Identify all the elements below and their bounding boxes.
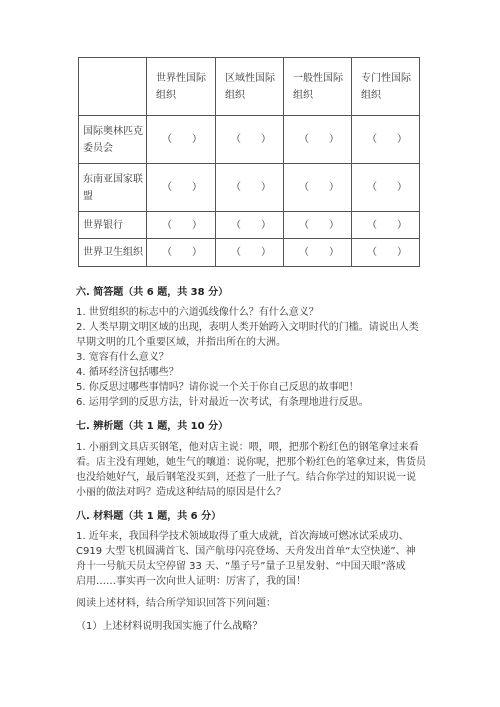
header-line: 专门性国际 xyxy=(361,72,411,84)
answer-blank[interactable]: （ ） xyxy=(284,212,352,239)
question-line: 5. 你反思过哪些事情吗？请你说一个关于你自己反思的故事吧！ xyxy=(76,382,359,393)
reading-prompt: 阅读上述材料，结合所学知识回答下列问题： xyxy=(76,598,276,609)
organization-classification-table xyxy=(78,57,420,267)
question-line: 启用……事实再一次向世人证明：厉害了，我的国！ xyxy=(76,576,306,587)
answer-blank[interactable]: （ ） xyxy=(352,164,420,212)
table-row xyxy=(79,239,420,267)
answer-blank[interactable]: （ ） xyxy=(147,239,216,267)
answer-blank[interactable]: （ ） xyxy=(352,212,420,239)
question-line: 4. 循环经济包括哪些？ xyxy=(76,367,179,378)
header-general-org xyxy=(284,58,352,116)
question-line: 1. 小丽到文具店买钢笔，他对店主说：喂，喂，把那个粉红色的钢笔拿过来看 xyxy=(76,442,419,453)
question-line: 早期文明的几个重要区域，并指出所在的大洲。 xyxy=(76,337,286,348)
answer-blank[interactable]: （ ） xyxy=(284,116,352,164)
answer-blank[interactable]: （ ） xyxy=(352,116,420,164)
header-special-org xyxy=(352,58,420,116)
header-line: 一般性国际 xyxy=(293,72,343,84)
question-line: 6. 运用学到的反思方法，针对最近一次考试，有条理地进行反思。 xyxy=(76,397,369,408)
question-line: 舟十一号航天员太空停留 33 天、“墨子号”量子卫星发射、“中国天眼”落成 xyxy=(76,561,406,572)
question-line: 2. 人类早期文明区域的出现，表明人类开始跨入文明时代的门槛。请说出人类 xyxy=(76,322,419,333)
table-row xyxy=(79,164,420,212)
answer-blank[interactable]: （ ） xyxy=(147,116,216,164)
section-analysis-title: 七. 辨析题（共 1 题，共 10 分） xyxy=(76,421,229,432)
sub-question: （1）上述材料说明我国实施了什么战略？ xyxy=(76,621,263,632)
question-line: 1. 近年来，我国科学技术领域取得了重大成就，首次海域可燃冰试采成功、 xyxy=(76,531,409,542)
question-line: 小丽的做法对吗？造成这种结局的原因是什么？ xyxy=(76,487,286,498)
table-row xyxy=(79,116,420,164)
row-label: 东南亚国家联 盟 xyxy=(79,164,147,212)
answer-blank[interactable]: （ ） xyxy=(216,164,284,212)
header-line: 区域性国际 xyxy=(225,72,275,84)
answer-blank[interactable]: （ ） xyxy=(147,164,216,212)
row-label: 世界卫生组织 xyxy=(79,239,147,267)
header-world-org xyxy=(147,58,216,116)
row-label: 国际奥林匹克 委员会 xyxy=(79,116,147,164)
section-material-title: 八. 材料题（共 1 题，共 6 分） xyxy=(76,511,222,522)
question-line: 1. 世贸组织的标志中的六道弧线像什么？有什么意义？ xyxy=(76,307,319,318)
answer-blank[interactable]: （ ） xyxy=(284,164,352,212)
question-line: 3. 宽容有什么意义？ xyxy=(76,352,169,363)
section-short-answer-title: 六. 简答题（共 6 题，共 38 分） xyxy=(76,287,229,298)
table-row xyxy=(79,212,420,239)
question-line: 看。店主没有理她，她生气的嚷道：说你呢，把那个粉红色的笔拿过来，售货员 xyxy=(76,457,426,468)
header-line: 组织 xyxy=(225,89,245,101)
header-line: 组织 xyxy=(293,89,313,101)
table-header-row xyxy=(79,58,420,116)
header-line: 组织 xyxy=(361,89,381,101)
answer-blank[interactable]: （ ） xyxy=(216,239,284,267)
question-line: 也没给她好气，最后钢笔没买到，还惹了一肚子气。结合你学过的知识说一说 xyxy=(76,472,416,483)
row-label: 世界银行 xyxy=(79,212,147,239)
answer-blank[interactable]: （ ） xyxy=(147,212,216,239)
answer-blank[interactable]: （ ） xyxy=(352,239,420,267)
answer-blank[interactable]: （ ） xyxy=(216,116,284,164)
header-regional-org xyxy=(216,58,284,116)
answer-blank[interactable]: （ ） xyxy=(216,212,284,239)
answer-blank[interactable]: （ ） xyxy=(284,239,352,267)
question-line: C919 大型飞机圆满首飞、国产航母闪亮登场、天舟发出首单“太空快递”、神 xyxy=(76,546,416,557)
header-cell-empty xyxy=(79,58,147,116)
header-line: 世界性国际 xyxy=(156,72,206,84)
header-line: 组织 xyxy=(156,89,176,101)
